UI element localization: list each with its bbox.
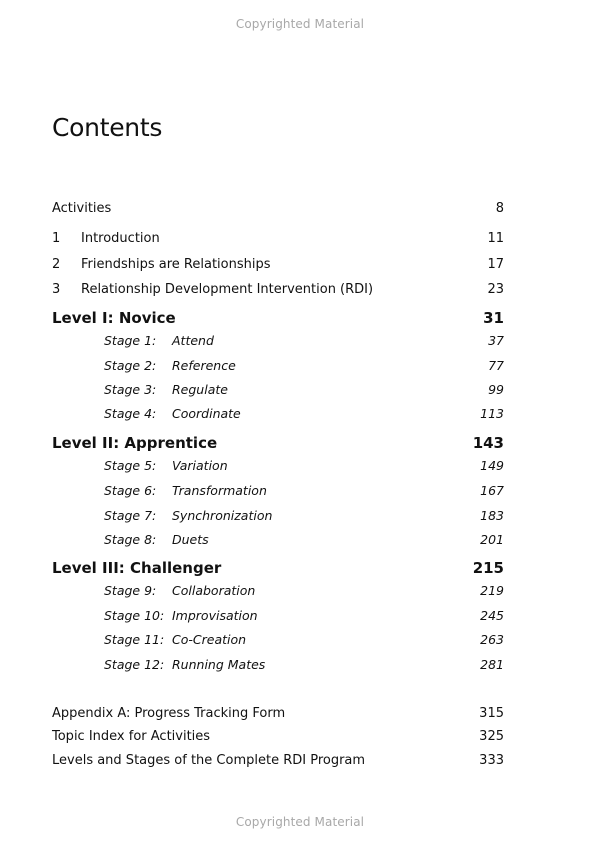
stage-title: Reference (172, 358, 236, 373)
level-title: Level III: Challenger (52, 559, 222, 577)
stage-title: Transformation (172, 483, 267, 498)
chapter-title: Relationship Development Intervention (RDI) (81, 282, 374, 297)
stage-title: Co-Creation (172, 632, 247, 647)
toc-stage-2[interactable] (52, 357, 504, 375)
stage-title: Duets (172, 532, 209, 547)
stage-page: 99 (488, 382, 504, 397)
toc-chapter-1[interactable] (52, 230, 504, 248)
toc-entry-label: Activities (52, 201, 112, 216)
level-page: 31 (483, 309, 504, 327)
level-title: Level II: Apprentice (52, 434, 218, 452)
stage-number: Stage 10: (104, 608, 165, 623)
chapter-title: Introduction (81, 231, 160, 246)
toc-topic-index[interactable] (52, 728, 504, 746)
level-page: 143 (472, 434, 504, 452)
stage-number: Stage 5: (104, 458, 157, 473)
stage-number: Stage 3: (104, 382, 157, 397)
appendix-page: 315 (479, 706, 504, 721)
stage-page: 167 (480, 483, 504, 498)
stage-page: 245 (480, 608, 504, 623)
stage-page: 113 (480, 406, 504, 421)
chapter-number: 2 (52, 257, 61, 272)
toc-entry-activities[interactable] (52, 200, 504, 218)
stage-page: 263 (480, 632, 504, 647)
toc-chapter-2[interactable] (52, 256, 504, 274)
toc-entry-page: 8 (495, 201, 504, 216)
stage-page: 219 (480, 583, 504, 598)
toc-stage-11[interactable] (52, 631, 504, 649)
stage-title: Running Mates (172, 657, 266, 672)
stage-number: Stage 9: (104, 583, 157, 598)
toc-stage-4[interactable] (52, 405, 504, 423)
toc-level-1[interactable] (52, 308, 504, 328)
stage-title: Collaboration (172, 583, 256, 598)
appendix-page: 333 (479, 753, 504, 768)
toc-stage-3[interactable] (52, 381, 504, 399)
stage-page: 37 (488, 333, 504, 348)
stage-number: Stage 4: (104, 406, 157, 421)
toc-stage-7[interactable] (52, 507, 504, 525)
chapter-page: 17 (487, 257, 504, 272)
page-title: Contents (52, 113, 163, 142)
toc-stage-10[interactable] (52, 607, 504, 625)
appendix-title: Topic Index for Activities (52, 729, 211, 744)
stage-page: 201 (480, 532, 504, 547)
chapter-number: 3 (52, 282, 61, 297)
stage-page: 77 (488, 358, 504, 373)
stage-title: Synchronization (172, 508, 273, 523)
stage-title: Coordinate (172, 406, 241, 421)
toc-stage-9[interactable] (52, 582, 504, 600)
toc-level-2[interactable] (52, 433, 504, 453)
toc-stage-1[interactable] (52, 332, 504, 350)
appendix-title: Appendix A: Progress Tracking Form (52, 706, 286, 721)
toc-level-3[interactable] (52, 558, 504, 578)
toc-stage-12[interactable] (52, 656, 504, 674)
chapter-page: 11 (487, 231, 504, 246)
stage-number: Stage 12: (104, 657, 165, 672)
appendix-title: Levels and Stages of the Complete RDI Program (52, 753, 366, 768)
stage-number: Stage 1: (104, 333, 157, 348)
stage-number: Stage 11: (104, 632, 165, 647)
toc-stage-6[interactable] (52, 482, 504, 500)
stage-number: Stage 7: (104, 508, 157, 523)
stage-page: 183 (480, 508, 504, 523)
copyright-watermark-bottom: Copyrighted Material (235, 815, 365, 829)
stage-title: Improvisation (172, 608, 258, 623)
chapter-number: 1 (52, 231, 61, 246)
chapter-title: Friendships are Relationships (81, 257, 271, 272)
toc-stage-5[interactable] (52, 457, 504, 475)
chapter-page: 23 (487, 282, 504, 297)
toc-appendix-a[interactable] (52, 705, 504, 723)
stage-number: Stage 2: (104, 358, 157, 373)
toc-levels-and-stages[interactable] (52, 752, 504, 770)
stage-number: Stage 6: (104, 483, 157, 498)
stage-page: 149 (480, 458, 504, 473)
stage-title: Attend (172, 333, 214, 348)
stage-title: Regulate (172, 382, 228, 397)
level-page: 215 (472, 559, 504, 577)
appendix-page: 325 (479, 729, 504, 744)
stage-title: Variation (172, 458, 228, 473)
toc-stage-8[interactable] (52, 531, 504, 549)
stage-page: 281 (480, 657, 504, 672)
level-title: Level I: Novice (52, 309, 176, 327)
toc-chapter-3[interactable] (52, 281, 504, 299)
copyright-watermark-top: Copyrighted Material (235, 17, 365, 31)
stage-number: Stage 8: (104, 532, 157, 547)
